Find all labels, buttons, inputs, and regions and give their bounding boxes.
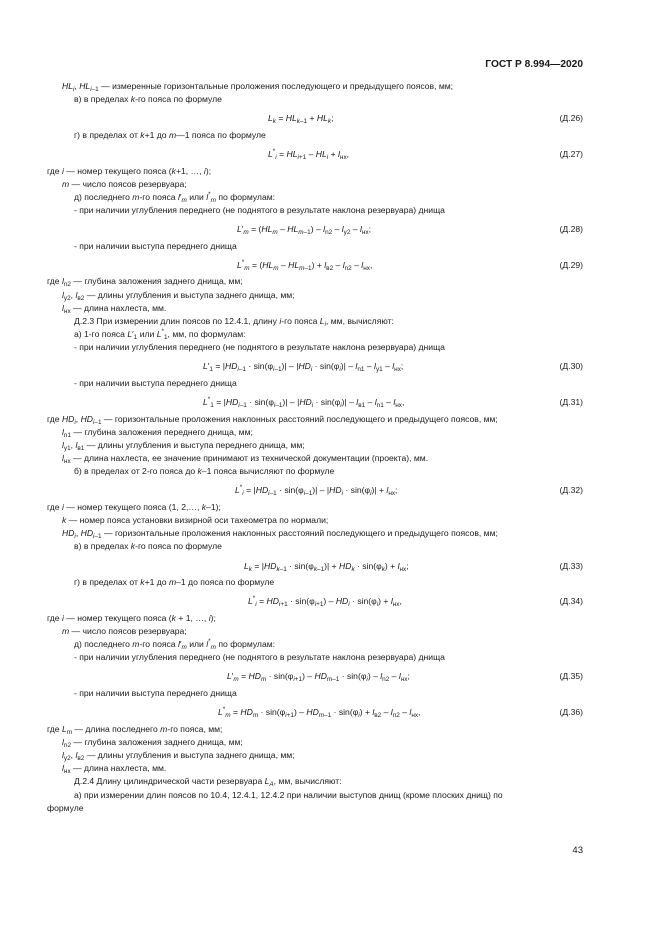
text-line: $l_{нх}$ — длина нахлеста, ее значение принимают из технической документации (проекта), мм. [62, 453, 429, 466]
formula: $L^*_m = (HL_m - HL_{m-1}) + l_{в2} - l_{n2} - l_{нх}$, [237, 258, 373, 272]
text-line: - при наличии выступа переднего днища [74, 240, 237, 251]
formula-line [47, 480, 583, 503]
document-body [47, 82, 583, 817]
text-line: - при наличии выступа переднего днища [74, 377, 237, 388]
formula-number: (Д.27) [559, 149, 583, 160]
formula-line [47, 666, 583, 689]
text-line: $l_{y1}$, $l_{в1}$ — длины углубления и выступа переднего днища, мм; [62, 439, 305, 452]
text-line: в) в пределах k-го пояса по формуле [74, 94, 222, 105]
formula-line [47, 108, 583, 131]
formula-line [47, 591, 583, 614]
formula-number: (Д.29) [559, 259, 583, 270]
formula-number: (Д.36) [559, 707, 583, 718]
text-line: $l_{нх}$ — длина нахлеста, мм. [62, 302, 167, 315]
formula: $L_k = HL_{k-1} + HL_k$; [268, 113, 334, 126]
formula-number: (Д.28) [559, 224, 583, 235]
formula-line [47, 219, 583, 242]
text-line: г) в пределах от k+1 до m—1 пояса по формуле [74, 129, 266, 140]
formula-line [47, 144, 583, 167]
text-line: а) при измерении длин поясов по 10.4, 12.4.1, 12.4.2 при наличии выступов днищ (кроме плоских днищ) по [74, 789, 503, 800]
formula: $L_k = |HD_{k-1} \cdot \sin(\varphi_{k-1})| + HD_k \cdot \sin(\varphi_k) + l_{нх}$; [244, 560, 409, 573]
formula-number: (Д.34) [559, 596, 583, 607]
text-line: Д.2.4 Длину цилиндрической части резервуара $L_A$, мм, вычисляют: [74, 776, 342, 789]
text-line: Д.2.3 При измерении длин поясов по 12.4.1, длину i-го пояса $L_i$, мм, вычисляют: [74, 315, 394, 328]
formula: $L'_m = (HL_m - HL_{m-1}) - l_{n2} - l_{y2} - l_{нх}$; [237, 224, 372, 237]
text-line: $l_{y2}$, $l_{в2}$ — длины углубления и выступа заднего днища, мм; [62, 289, 295, 302]
text-line: $HL_i$, $HL_{i-1}$ — измеренные горизонтальные проложения последующего и предыдущего поясов, мм; [62, 81, 454, 93]
formula-line [47, 356, 583, 379]
formula-number: (Д.33) [559, 560, 583, 571]
text-line: $HD_i$, $HD_{i-1}$ — горизонтальные проложения наклонных расстояний последующего и предыдущего поясов, мм; [62, 528, 498, 541]
formula-number: (Д.26) [559, 113, 583, 124]
text-line: г) в пределах от k+1 до m–1 до пояса по формуле [74, 577, 275, 588]
text-line: - при наличии углубления переднего (не поднятого в результате наклона резервуара) днища [74, 342, 445, 353]
text-line: д) последнего m-го пояса $l'_m$ или $l^*_m$ по формулам: [74, 638, 276, 652]
formula-number: (Д.32) [559, 485, 583, 496]
formula: $L^*_i = |HD_{i-1} \cdot \sin(\varphi_{i-1})| - |HD_i \cdot \sin(\varphi_i)| + l_{нх}$; [235, 484, 398, 498]
text-line: д) последнего m-го пояса $l'_m$ или $l^*_m$ по формулам: [74, 190, 276, 204]
formula-line [47, 702, 583, 725]
text-line: где i — номер текущего пояса (k+1, …, i); [47, 165, 212, 176]
formula: $L'_m = HD_m \cdot \sin(\varphi_{i+1}) - HD_{m-1} \cdot \sin(\varphi_i) - l_{n2} - l_{нх}$; [227, 671, 410, 684]
formula: $L^*_m = HD_m \cdot \sin(\varphi_{i+1}) - HD_{m-1} \cdot \sin(\varphi_i) + l_{в2} - l_{n2} - l_{нх}$, [218, 706, 421, 720]
text-line: где $l_{n2}$ — глубина заложения заднего днища, мм; [47, 276, 243, 289]
text-line: $l_{y2}$, $l_{в2}$ — длины углубления и выступа заднего днища, мм; [62, 750, 295, 762]
text-line: а) 1-го пояса $L'_1$ или $L^*_1$, мм, по формулам: [74, 328, 246, 342]
text-line: m — число поясов резервуара; [62, 625, 187, 636]
formula-line [47, 556, 583, 579]
text-line: - при наличии выступа переднего днища [74, 687, 237, 698]
text-line: - при наличии углубления переднего (не поднятого в результате наклона резервуара) днища [74, 652, 445, 663]
text-line: б) в пределах от 2-го пояса до k–1 пояса вычисляют по формуле [74, 466, 335, 477]
text-line: $l_{нх}$ — длина нахлеста, мм. [62, 763, 167, 776]
text-line: - при наличии углубления переднего (не поднятого в результате наклона резервуара) днища [74, 205, 445, 216]
formula: $L'_1 = |HD_{i-1} \cdot \sin(\varphi_{i-1})| - |HD_i \cdot \sin(\varphi_i)| - l_{n1} - l_{y1} - l_{нх}$; [203, 361, 404, 374]
formula: $L^*_1 = |HD_{i-1} \cdot \sin(\varphi_{i-1})| - |HD_i \cdot \sin(\varphi_i)| - l_{в1} - l_{n1} - l_{нх}$, [203, 396, 405, 410]
formula: $L^*_i = HL_{i+1} - HL_i + l_{нх}$, [268, 148, 350, 162]
formula-line [47, 255, 583, 278]
text-line: формуле [47, 802, 84, 813]
formula-number: (Д.35) [559, 671, 583, 682]
text-line: m — число поясов резервуара; [62, 178, 187, 189]
formula: $L^*_i = HD_{i+1} \cdot \sin(\varphi_{i+1}) - HD_i \cdot \sin(\varphi_i) + l_{нх}$, [248, 595, 402, 609]
page-number: 43 [572, 845, 583, 856]
text-line: где i — номер текущего пояса (1, 2,…, k–1); [47, 501, 221, 512]
formula-number: (Д.30) [559, 361, 583, 372]
text-line: где i — номер текущего пояса (k + 1, …, i); [47, 612, 216, 623]
standard-header: ГОСТ Р 8.994—2020 [485, 59, 583, 70]
text-line: $l_{n1}$ — глубина заложения переднего днища, мм; [62, 426, 253, 439]
text-line: где $HD_i$, $HD_{i-1}$ — горизонтальные проложения наклонных расстояний последующего и предыдущего поясов, мм; [47, 413, 498, 426]
text-line: k — номер пояса установки визирной оси тахеометра по нормали; [62, 515, 329, 526]
formula-number: (Д.31) [559, 397, 583, 408]
formula-line [47, 392, 583, 415]
text-line: в) в пределах k-го пояса по формуле [74, 541, 222, 552]
text-line: где $L_m$ — длина последнего m-го пояса, мм; [47, 723, 223, 736]
text-line: $l_{n2}$ — глубина заложения заднего днища, мм; [62, 736, 243, 749]
